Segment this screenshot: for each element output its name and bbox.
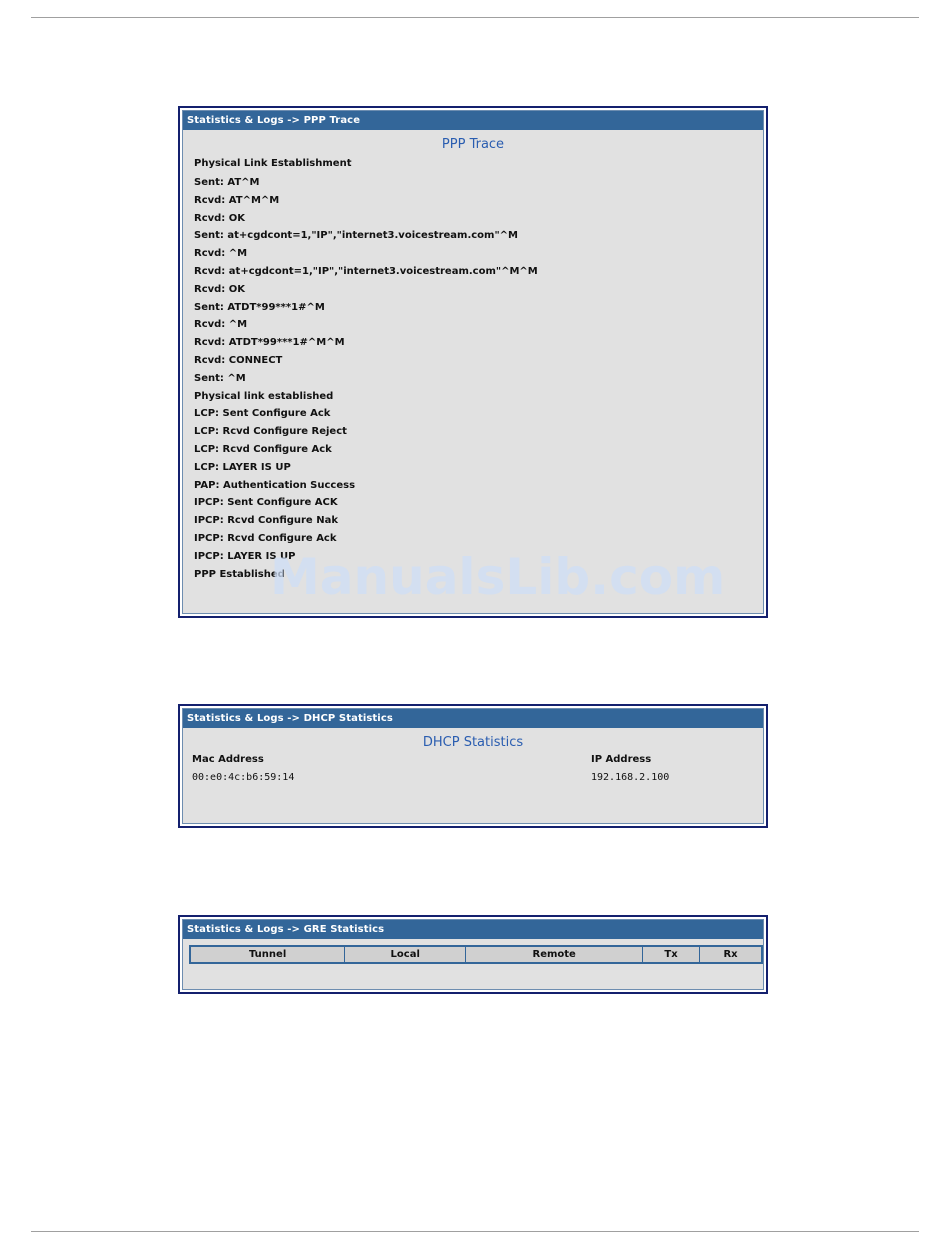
- trace-line: Rcvd: ^M: [194, 319, 248, 331]
- physical-link-heading: Physical Link Establishment: [194, 158, 352, 169]
- dhcp-statistics-panel: [178, 704, 768, 828]
- tx-column-header: Tx: [643, 946, 700, 963]
- dhcp-statistics-title: DHCP Statistics: [422, 735, 524, 750]
- ppp-trace-breadcrumb: Statistics & Logs -> PPP Trace: [183, 111, 763, 130]
- gre-statistics-body: [182, 919, 764, 990]
- trace-line: Physical link established: [194, 390, 334, 402]
- gre-statistics-breadcrumb: Statistics & Logs -> GRE Statistics: [183, 920, 763, 939]
- ppp-trace-log: [194, 174, 763, 583]
- mac-address-header: Mac Address: [192, 754, 264, 765]
- trace-line: PAP: Authentication Success: [194, 479, 356, 491]
- trace-line: PPP Established: [194, 568, 285, 580]
- trace-line: Rcvd: OK: [194, 212, 246, 224]
- dhcp-statistics-breadcrumb: Statistics & Logs -> DHCP Statistics: [183, 709, 763, 728]
- table-row: [183, 769, 763, 787]
- dhcp-statistics-body: [182, 708, 764, 824]
- ppp-trace-title: PPP Trace: [441, 137, 505, 152]
- gre-statistics-table: [189, 945, 763, 964]
- trace-line: IPCP: Rcvd Configure Nak: [194, 515, 338, 527]
- ip-address-header: IP Address: [591, 754, 652, 765]
- dhcp-header-row: [183, 751, 763, 769]
- trace-line: Rcvd: ATDT*99***1#^M^M: [194, 337, 345, 349]
- remote-column-header: Remote: [466, 946, 643, 963]
- trace-line: LCP: LAYER IS UP: [194, 461, 291, 473]
- trace-line: IPCP: Sent Configure ACK: [194, 497, 338, 509]
- trace-line: Rcvd: OK: [194, 283, 246, 295]
- rx-column-header: Rx: [700, 946, 762, 963]
- local-column-header: Local: [345, 946, 466, 963]
- trace-line: Sent: ATDT*99***1#^M: [194, 301, 325, 313]
- mac-address-value: 00:e0:4c:b6:59:14: [192, 772, 295, 783]
- trace-line: LCP: Rcvd Configure Reject: [194, 426, 347, 438]
- top-rule: [31, 17, 919, 18]
- trace-line: LCP: Sent Configure Ack: [194, 408, 331, 420]
- ppp-trace-body: [182, 110, 764, 614]
- trace-line: Sent: ^M: [194, 372, 246, 384]
- trace-line: Rcvd: ^M: [194, 248, 248, 260]
- watermark: ManualsLib.com: [270, 548, 726, 606]
- ip-address-value: 192.168.2.100: [591, 772, 670, 783]
- gre-statistics-panel: [178, 915, 768, 994]
- ppp-trace-panel: [178, 106, 768, 618]
- trace-line: Rcvd: at+cgdcont=1,"IP","internet3.voicestream.com"^M^M: [194, 265, 538, 277]
- trace-line: Sent: AT^M: [194, 177, 260, 188]
- gre-header-row: [190, 946, 762, 963]
- trace-line: Rcvd: CONNECT: [194, 354, 283, 366]
- trace-line: IPCP: Rcvd Configure Ack: [194, 532, 337, 544]
- tunnel-column-header: Tunnel: [190, 946, 345, 963]
- bottom-rule: [31, 1231, 919, 1232]
- trace-line: Rcvd: AT^M^M: [194, 194, 280, 206]
- trace-line: LCP: Rcvd Configure Ack: [194, 443, 332, 455]
- trace-line: IPCP: LAYER IS UP: [194, 550, 296, 562]
- trace-line: Sent: at+cgdcont=1,"IP","internet3.voicestream.com"^M: [194, 230, 519, 242]
